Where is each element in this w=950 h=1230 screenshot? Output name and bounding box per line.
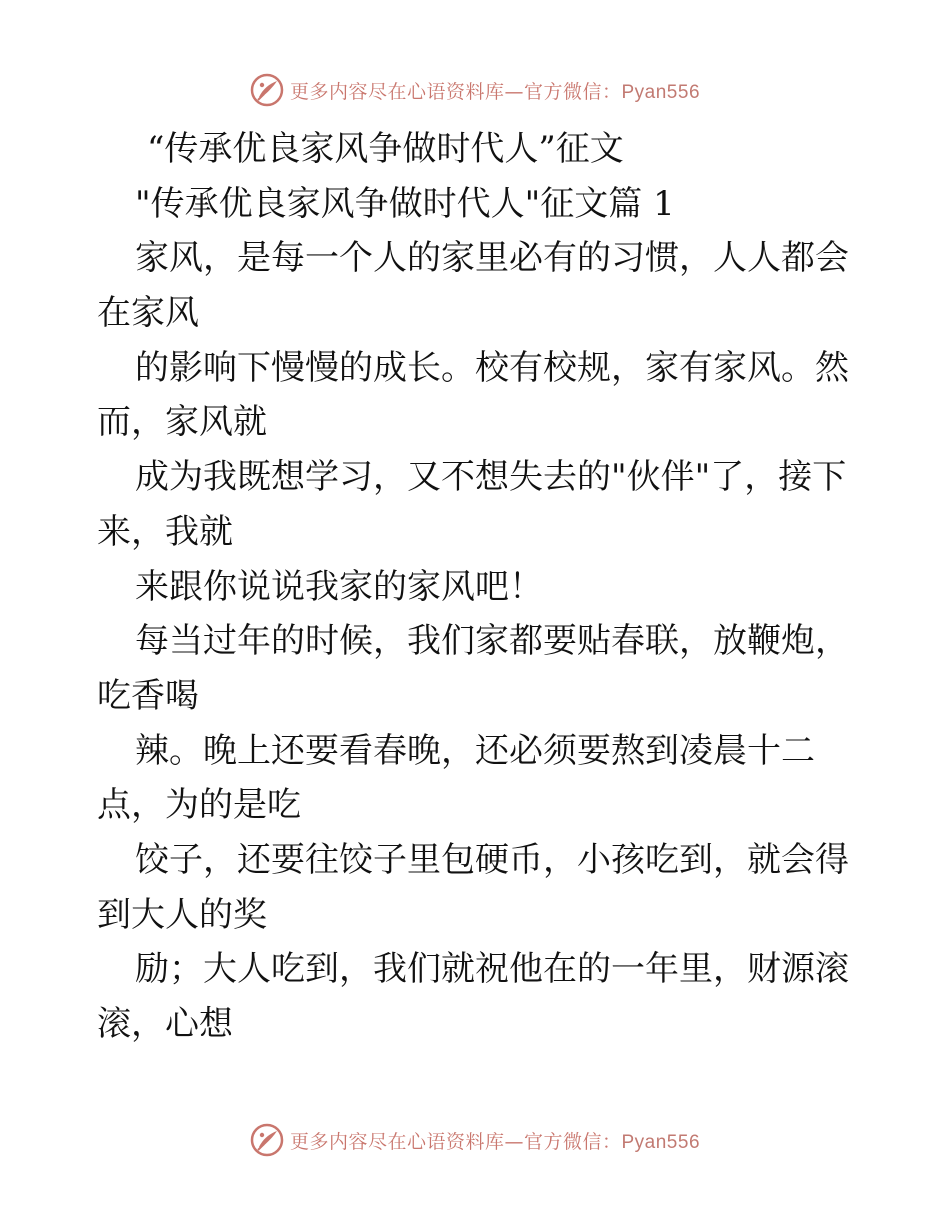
paragraph-line: 励；大人吃到，我们就祝他在的一年里，财源滚 bbox=[135, 949, 849, 990]
watermark-text: 更多内容尽在心语资料库—官方微信： bbox=[289, 80, 622, 103]
paragraph-line: 来，我就 bbox=[97, 511, 233, 552]
body-lines bbox=[97, 231, 857, 1051]
watermark-text: 更多内容尽在心语资料库—官方微信： bbox=[289, 1130, 622, 1153]
paragraph-line: 吃香喝 bbox=[97, 675, 199, 716]
paragraph-line: 家风，是每一个人的家里必有的习惯，人人都会 bbox=[135, 238, 849, 279]
quill-logo-icon bbox=[250, 73, 284, 107]
paragraph-line: 的影响下慢慢的成长。校有校规，家有家风。然 bbox=[135, 347, 849, 388]
paragraph-line: 在家风 bbox=[97, 293, 199, 334]
document-title: “传承优良家风争做时代人”征文 bbox=[147, 129, 624, 169]
watermark-footer bbox=[0, 1120, 950, 1160]
paragraph-line: 饺子，还要往饺子里包硬币，小孩吃到，就会得 bbox=[135, 839, 849, 880]
paragraph-line: 来跟你说说我家的家风吧！ bbox=[135, 566, 543, 607]
watermark-header bbox=[0, 70, 950, 110]
quill-logo-icon bbox=[250, 1123, 284, 1157]
paragraph-line: 辣。晚上还要看春晚，还必须要熬到凌晨十二 bbox=[135, 730, 815, 771]
paragraph-line: 滚，心想 bbox=[97, 1004, 233, 1044]
paragraph-line: 到大人的奖 bbox=[97, 894, 267, 935]
paragraph-line: 每当过年的时候，我们家都要贴春联，放鞭炮， bbox=[135, 621, 849, 662]
paragraph-line: 成为我既想学习，又不想失去的"伙伴"了，接下 bbox=[135, 457, 847, 498]
document-heading: "传承优良家风争做时代人"征文篇 1 bbox=[135, 183, 675, 224]
watermark-handle: Pyan556 bbox=[621, 1131, 701, 1153]
paragraph-line: 点，为的是吃 bbox=[97, 785, 301, 826]
document-body bbox=[97, 122, 857, 1052]
paragraph-line: 而，家风就 bbox=[97, 402, 267, 443]
watermark-handle: Pyan556 bbox=[621, 81, 701, 103]
